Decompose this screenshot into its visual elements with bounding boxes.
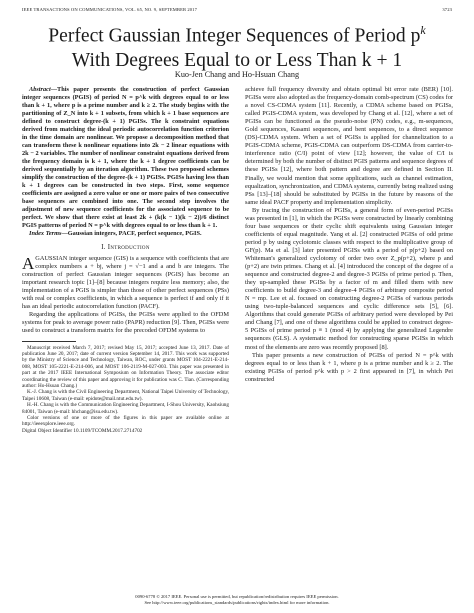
title-line-1: Perfect Gaussian Integer Sequences of Period $p^k$ [48, 23, 426, 47]
author-list: Kuo-Jen Chang and Ho-Hsuan Chang [174, 70, 300, 79]
footnote-divider [22, 341, 76, 342]
index-terms [22, 230, 229, 238]
abstract-lead: Abstract [29, 86, 51, 93]
journal-citation: IEEE TRANSACTIONS ON COMMUNICATIONS, VOL. 65, NO. 9, SEPTEMBER 2017 [22, 7, 197, 12]
footnotes [22, 345, 229, 435]
body-paragraph-2: By tracing the construction of PGISs, a general form of even-period PGISs was presented in [1], in which the PGISs were constructed by linearly combining four base sequences or their cyclic shift equivalents using Gaussian integer coefficients of equal magnitude. Yang et al. [2] constructed PGISs of odd prime period p by using cyclotomic classes with respect to the multiplicative group of GF(p). Ma et al. [3] later presented PGISs with a period of p(p+2) based on Whiteman's generalized cyclotomy of order two over Z_p(p+2), where p and (p+2) are twin primes. Chang et al. [4] introduced the concept of the degree of a sequence and constructed degree-2 and degree-3 PGISs of prime period p. Then, they up-sampled these PGISs by a factor of m and filled them with new coefficients to build degree-3 and degree-4 PGISs of arbitrary composite period N = mp. Lee et al. focused on constructing degree-2 PGISs of various periods using two-tuple-balanced sequences and cyclic difference sets [5], [6]. Algorithms that could generate PGISs of arbitrary period were developed by Pei and Chang [7], and one of these algorithms could be applied to construct degree-5 PGISs of prime period p ≡ 1 (mod 4) by applying the generalized Legendre sequences (GLS). A systematic method for constructing sparse PGISs in which most of the elements are zero was recently proposed [8]. [245, 206, 453, 351]
footnote-manuscript: Manuscript received March 7, 2017; revised May 15, 2017; accepted June 13, 2017. Date of publication June 20, 2017; date of current version September 14, 2017. This work was supported by the Ministry of Science and Technology, Taiwan, ROC, under grants MOST 104-2221-E-214-008, MOST 105-2221-E-214-006, and MOST 106-2119-M-027-003. This paper was presented in part at the 2017 IEEE International Symposium on Information Theory. The associate editor coordinating the review of this paper and approving it for publication was C. Tian. (Corresponding author: Ho-Hsuan Chang.) [22, 344, 229, 389]
footnote-author-1: K.-J. Chang is with the Civil Engineering Department, National Taipei University of Technology, Taipei 10608, Taiwan (e-mail: epidote@mail.ntut.edu.tw). [22, 389, 229, 402]
abstract-text: —This paper presents the construction of perfect Gaussian integer sequences (PGIS) of period N = p^k with degrees equal to or less than k + 1, where p is a prime number and k ≥ 2. The study begins with the partitioning of Z_N into k + 1 subsets, from which k + 1 base sequences are defined to construct degree-(k + 1) PGISs. The k constraint equations derived from matching the ideal periodic autocorrelation function criterion in the time domain are nonlinear. We propose a decomposition method that can transform these k nonlinear equations into 2k − 2 linear equations with 2k − 2 variables. The number of nonlinear constraint equations derived from the frequency domain is k + 1, where the k + 1 degree coefficients can be derived sequentially by an iteration algorithm. These two proposed schemes simplify the construction of the degree-(k + 1) PGISs. PGISs having less than k + 1 degrees can be constructed in two steps. First, some sequence coefficients are assigned a zero value or one or more pairs of two consecutive base sequences are combined into one. The second step involves the adjustment of new sequence coefficients for the associated sequence to be perfect. We show that there exist at least 2k + (k(k − 1)(k − 2))/6 distinct PGIS patterns of period N = p^k with degrees equal to or less than k + 1. [22, 86, 229, 229]
index-terms-text: —Gaussian integers, PACF, perfect sequence, PGIS. [61, 230, 202, 237]
left-column [22, 86, 229, 434]
paper-title [20, 18, 454, 73]
abstract [22, 86, 229, 230]
copyright-footer [22, 594, 452, 606]
dropcap-letter: A [22, 254, 35, 274]
right-column [245, 86, 453, 384]
footnote-color: Color versions of one or more of the figures in this paper are available online at http://ieeexplore.ieee.org. [22, 414, 229, 428]
page-number: 3723 [442, 7, 452, 12]
footnote-doi: Digital Object Identifier 10.1109/TCOMM.2017.2714702 [22, 427, 143, 434]
section-heading-introduction: I. Introduction [101, 244, 150, 251]
copyright-line-2: See http://www.ieee.org/publications_standards/publications/rights/index.html for more information. [144, 600, 330, 605]
index-terms-lead: Index Terms [29, 230, 62, 237]
footnote-author-2: H.-H. Chang is with the Communication Engineering Department, I-Shou University, Kaohsiung 84001, Taiwan (e-mail: hhchang@isu.edu.tw). [22, 402, 229, 415]
intro-paragraph-2: Regarding the applications of PGISs, the PGISs were applied to the OFDM systems for peak to average power ratio (PAPR) reduction [9]. Then, PGISs were used to construct a transform matrix for the precoded OFDM systems to [22, 311, 229, 335]
copyright-line-1: 0090-6778 © 2017 IEEE. Personal use is permitted, but republication/redistribution requires IEEE permission. [135, 594, 339, 599]
running-head [22, 7, 452, 15]
title-superscript: k [420, 23, 426, 37]
body-paragraph-1: achieve full frequency diversity and obtain optimal bit error rate (BER) [10]. PGISs were also adopted as the frequency-domain comb-spectrum (CS) codes for a novel CS-CDMA system [11]. Recently, a CDMA scheme based on PGISs, called PGIS-CDMA system, was developed by Chang et al. [12], where a set of PGISs can be functioned as the pseudo-noise (PN) codes, e.g., m-sequences, Gold sequences, Kasami sequences, and bent sequences, to a direct sequence (DS)-CDMA system. When a set of PGISs is applied for channelization to a PGIS-CDMA scheme, PGIS-CDMA can outperform DS-CDMA from carrier-to-interference ratio (C/I) point of view [12]; however, the value of C/I is determined by both the number of distinct PGIS patterns and sequence degrees of these PGISs [12], where both pattern and degree are defined in Section II. Finally, we would mention that some applications, such as channel estimation, equalization, synchronization, and CDMA systems, currently being realized using PSs [13]–[18] should be substituted by PGISs in the future by reasons of the same ideal PACF property and implementation simplicity. [245, 86, 453, 206]
intro-paragraph-1: A GAUSSIAN integer sequence (GIS) is a sequence with coefficients that are complex numbers a + bj, where j = √−1 and a and b are integers. The construction of perfect Gaussian integer sequences (PGIS) has become an important research topic [1]–[8] because integers require less memory; also, the implementation of a PGIS is simpler than those of other perfect sequences (PSs) with real or complex coefficients, in which a sequence is perfect if and only if it has an ideal periodic autocorrelation function (PACF). [22, 254, 229, 311]
title-line-2: With Degrees Equal to or Less Than k + 1 [71, 49, 403, 71]
body-paragraph-3: This paper presents a new construction of PGISs of period N = p^k with degrees equal to or less than k + 1, where p is a prime number and k ≥ 2. The existing PGISs of period p^k with p > 2 first appeared in [7], in which Pei constructed [245, 351, 453, 383]
